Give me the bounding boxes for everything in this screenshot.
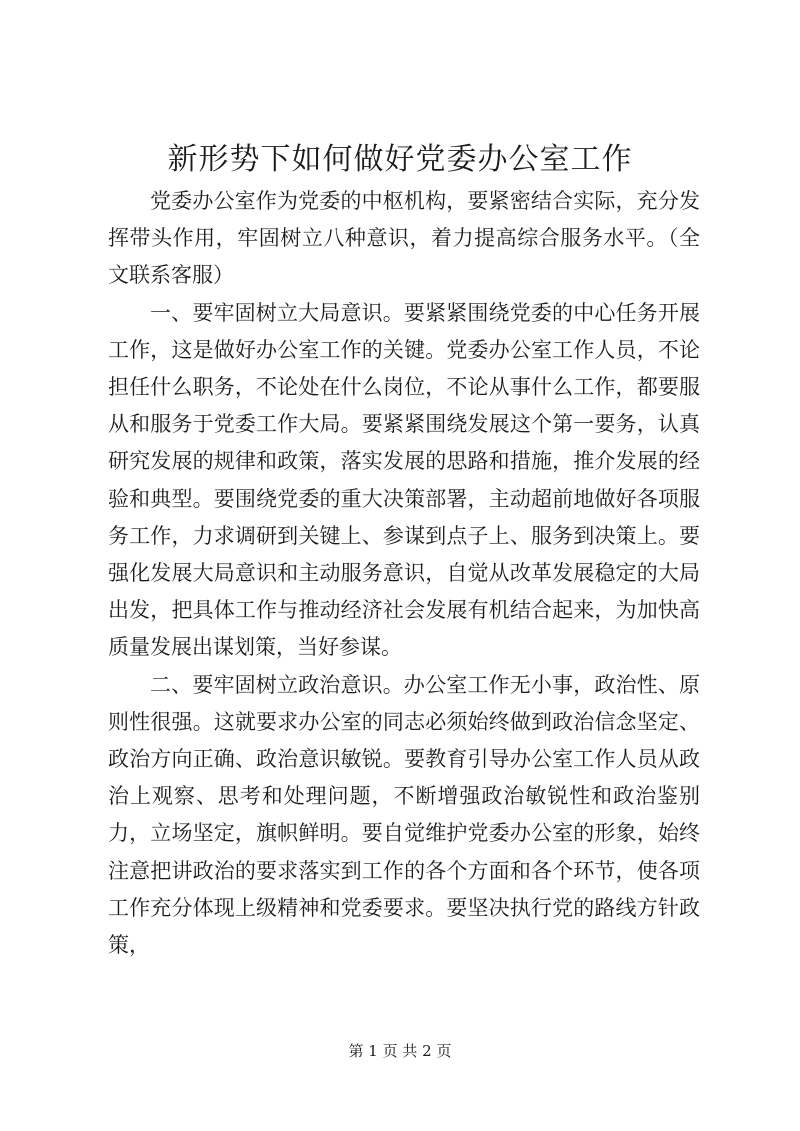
section-2-paragraph: 二、要牢固树立政治意识。办公室工作无小事，政治性、原则性很强。这就要求办公室的同志必须始终做到政治信念坚定、政治方向正确、政治意识敏锐。要教育引导办公室工作人员从政治上观察、思考和处理问题，不断增强政治敏锐性和政治鉴别力，立场坚定，旗帜鲜明。要自觉维护党委办公室的形象，始终注意把讲政治的要求落实到工作的各个方面和各个环节，使各项工作充分体现上级精神和党委要求。要坚决执行党的路线方针政策， [108,672,700,958]
document-title: 新形势下如何做好党委办公室工作 [167,142,633,177]
section-1-paragraph: 一、要牢固树立大局意识。要紧紧围绕党委的中心任务开展工作，这是做好办公室工作的关键。党委办公室工作人员，不论担任什么职务，不论处在什么岗位，不论从事什么工作，都要服从和服务于党委工作大局。要紧紧围绕发展这个第一要务，认真研究发展的规律和政策，落实发展的思路和措施，推介发展的经验和典型。要围绕党委的重大决策部署，主动超前地做好各项服务工作，力求调研到关键上、参谋到点子上、服务到决策上。要强化发展大局意识和主动服务意识，自觉从改革发展稳定的大局出发，把具体工作与推动经济社会发展有机结合起来，为加快高质量发展出谋划策，当好参谋。 [108,300,700,660]
document-body [108,183,700,964]
page-number-footer: 第 1 页 共 2 页 [348,1042,452,1060]
intro-paragraph: 党委办公室作为党委的中枢机构，要紧密结合实际，充分发挥带头作用，牢固树立八种意识，着力提高综合服务水平。（全文联系客服） [108,189,700,288]
